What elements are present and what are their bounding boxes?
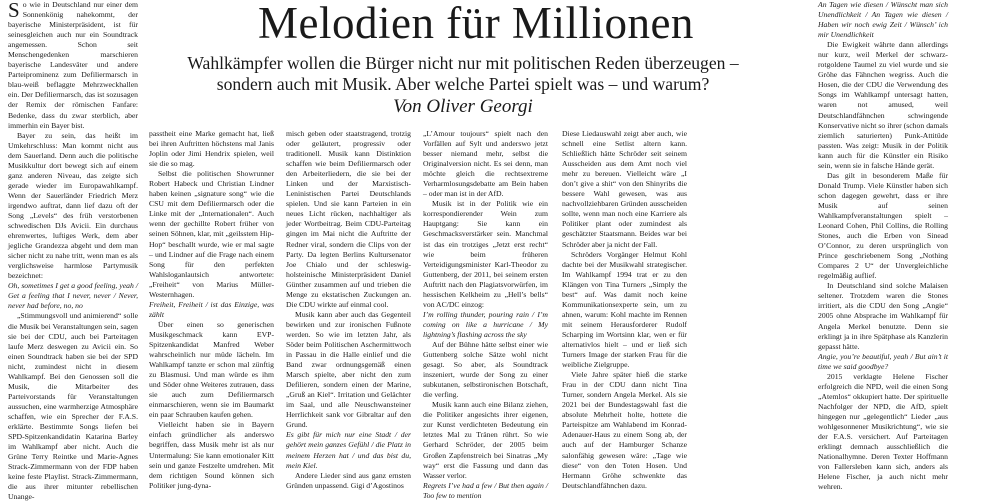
body-paragraph: Selbst die politischen Showrunner Robert Habeck und Christian Lindner haben keinen „signature song“ wie die CSU mit dem Defiliermarsch oder die Linke mit der „Internationalen“. Auch wenn der gechillte Robert früher von seinen Söhnen, klar, mit „geilsstem Hip-Hop“ beschallt wurde, wie er mal sagte – und Lindner auf die Frage nach einem Song für den perfekten Wahlsloganlautsich antwortete: „Freiheit“ von Marius Müller-Westernhagen. [149,169,274,299]
body-paragraph: Musik ist in der Politik wie ein korrespondierender Wein zum Hauptgang: Sie kann ein Geschmacksverstärker sein. Manchmal ist das ein trotziges „Jetzt erst recht“ wie beim früheren Verteidigungsminister Karl-Theodor zu Guttenberg, der 2011, bei seinem ersten Auftritt nach den Plagiatsvorwürfen, im hessischen Kelkheim zu „Hell’s bells“ von AC/DC einzog: [423,199,548,309]
song-lyric-quote: An Tagen wie diesen / Wünscht man sich Unendlichkeit / An Tagen wie diesen / Haben wir noch ewig Zeit / Wünsch’ ich mir Unendlichkeit [818,0,948,40]
body-paragraph: Die Ewigkeit währte dann allerdings nur kurz, weil Merkel der schwarz-rotgoldene Taumel zu viel wurde und sie Gröhe das Fähnchen wegriss. Auch die Hosen, die der CDU die Verwendung des Songs im Wahlkampf untersagt hatten, waren not amused, weil Deutschlandfähnchen schwingende Konservative nicht so ihrer (schon damals ziemlich saturierten) Punk-Attitüde passten. Was zeigt: Musik in der Politik kann auch für die Künstler ein Risiko sein, wenn sie in falsche Hände gerät. [818,40,948,170]
body-paragraph: Über einen so generischen Musikgeschmack kann EVP-Spitzenkandidat Manfred Weber wahrscheinlich nur müde lächeln. Im Wahlkampf tanzte er schon mal zünftig zu Blasmusi. Und man würde es ihm und Söder ohne Weiteres zutrauen, dass sie auch zum Defiliermarsch einmarschieren, wenn sie im Baumarkt ein paar Schrauben kaufen gehen. [149,319,274,420]
body-paragraph: In Deutschland sind solche Malaisen seltener. Trotzdem waren die Stones irritiert, als die CDU den Song „Angie“ 2005 ohne Absprache im Wahlkampf für Angela Merkel benutzte. Denn sie erklingt ja in ihre Spätphase als Kanzlerin gepasst hätte. [818,281,948,351]
body-paragraph: Musik kann auch eine Bilanz ziehen, die Politiker angesichts ihrer eigenen, zur Kunst verdichteten Bedeutung ein letztes Mal zu Tränen rührt. So wie Gerhard Schröder, der 2005 beim Großen Zapfenstreich bei Sinatras „My way“ erst die Fassung und dann das Wasser verlor. [423,400,548,480]
article-column-4 [423,129,548,500]
article-column-3 [286,129,411,490]
body-paragraph: Auf der Bühne hätte selbst einer wie Guttenberg solche Sätze wohl nicht gesagt. So aber, als Soundtrack inszeniert, wurde der Song zu einer subkutanen, selbstironischen Botschaft, die verfing. [423,339,548,400]
article-column-6 [818,0,948,492]
song-lyric-quote: Freiheit, Freiheit / ist das Einzige, was zählt [149,299,274,319]
body-paragraph: Andere Lieder sind aus ganz ernsten Gründen unpassend. Gigi d’Agostinos [286,470,411,490]
body-paragraph: 2015 verklagte Helene Fischer erfolgreich die NPD, weil die einen Song „Atemlos“ okkupiert hatte. Der spirituelle Nachfolger der NPD, die AfD, spielt hingegen nur „gelegentlich“ Lieder „aus wohlgesonnener Musikrichtung“, wie sie der F.A.S. versichert. Auf Parteitagen erklingt demnach ausschließlich die Nationalhymne. Deren Texter Hoffmann von Fallersleben kann sich, anders als Helene Fischer, ja auch nicht mehr wehren. [818,371,948,492]
body-paragraph: Bayer zu sein, das heißt im Umkehrschluss: Man kommt nicht aus dem Sauerland. Denn auch die politische Musikkultur dort bewegt sich auf einem ganz anderen Niveau, das zeigte sich gerade wieder im Europawahlkampf. Wenn der Sauerländer Friedrich Merz irgendwo auftrat, dann lief dazu oft der Song „Levels“ des früh verstorbenen schwedischen DJs Avicii. Ein durchaus ehrenwertes, luftiges Werk, dem aber jegliche Grandezza abgeht und dem man sicher nicht zu nahe tritt, wenn man es als verglichsweise harmlose Partymusik bezeichnet: [8,130,138,281]
body-paragraph: Das gilt in besonderem Maße für Donald Trump. Viele Künstler haben sich schon dagegen gewehrt, dass er ihre Musik auf seinen Wahlkampfveranstaltungen spielt – Leonard Cohen, Phil Collins, die Rolling Stones, auch die Erben von Sinead O’Connor, zu deren ursprünglich von Prince geschriebenem Song „Nothing Compares 2 U“ der Unvergleichliche regelmäßig auflief. [818,170,948,281]
song-lyric-quote: Oh, sometimes I get a good feeling, yeah / Get a feeling that I never, never / Never, never had before, no, no [8,281,138,311]
article-column-2 [149,129,274,490]
headline: Melodien für Millionen [258,0,694,48]
body-paragraph: Musik kann aber auch das Gegenteil bewirken und zur ironischen Fußnote werden. So wie im letzten Jahr, als Söder beim Politischen Aschermittwoch in Passau in die Halle einlief und die Band zwar ordnungsgemäß einen Marsch spielte, aber nicht den zum Defilieren, sondern einen der Marine, „Gruß an Kiel“. Irritation und Gelächter im Saal, und alle Neuschwansteiner Herrlichkeit sank vor Gibraltar auf den Grund. [286,309,411,430]
body-paragraph: passtheit eine Marke gemacht hat, ließ bei ihren Auftritten höchstens mal Janis Joplin oder Jimi Hendrix spielen, weil sie die so mag. [149,129,274,169]
song-lyric-quote: I’m rolling thunder, pouring rain / I’m coming on like a hurricane / My lightning’s flashing across the sky [423,309,548,339]
article-column-5 [562,129,687,490]
body-paragraph: Viele Jahre später hieß die starke Frau in der CDU dann nicht Tina Turner, sondern Angela Merkel. Als sie 2021 bei der Bundestagswahl fast die absolute Mehrheit holte, hottete die Parteispitze am Wahlabend im Konrad-Adenauer-Haus zu einem Song ab, der auch auf der Hamburger Schanze salonfähig gewesen wäre: „Tage wie diese“ von den Toten Hosen. Und Hermann Gröhe schwenkte das Deutschlandfähnchen dazu. [562,370,687,490]
subheadline-deck: Wahlkämpfer wollen die Bürger nicht nur mit politischen Reden überzeugen – sondern auch mit Musik. Aber welche Partei spielt was – und warum? [187,53,739,94]
body-paragraph: Vielleicht haben sie in Bayern einfach gründlicher als anderswo begriffen, dass Musik mehr ist als nur Untermalung: Sie kann emotionaler Kitt sein und ganze Festzelte umdrehen. Mit dem richtigen Sound können sich Politiker jung-dyna- [149,420,274,490]
body-paragraph: „Stimmungsvoll und animierend“ solle die Musik bei Veranstaltungen sein, sagen sie bei der CDU, auch bei Parteitagen laufe Merz deswegen zu Avicii ein. So einen Soundtrack haben sie bei der SPD nicht, zumindest nicht in diesem Wahlkampf. Bei den Genossen soll die Musik, die Mitarbeiter des Parteivorstands für Veranstaltungen aussuchen, eine warmherzige Atmosphäre schaffen, wie ein Sprecher der F.A.S. erklärte. Bestimmte Songs liefen bei SPD-Spitzenkandidatin Katarina Barley im Wahlkampf aber nicht. Auch die Grüne Terry Reintke und Marie-Agnes Strack-Zimmermann von der FDP haben keine feste Playlist. Strack-Zimmermann, die aus ihrer mitunter rebellischen Unange- [8,311,138,502]
song-lyric-quote: Es gibt für mich nur eine Stadt / der gehört mein ganzes Gefühl / die Platz in meinem Herzen hat / und das bist du, mein Kiel. [286,430,411,470]
lead-paragraph: So wie in Deutschland nur einer dem Sonnenkönig nahekommt, der bayerische Ministerpräsident, ist für seinesgleichen auch nur ein Soundtrack angemessen. Schon seit Menschengedenken marschieren bayerische Landesväter und andere Parteiprominenz zum Defiliermarsch in blau-weiß beflaggte Mehrzweckhallen ein. Der Defiliermarsch, das ist sozusagen der Remix der römischen Fanfare: Bedenke, dass du zwar sterblich, aber immerhin ein Bayer bist. [8,0,138,130]
byline: Von Oliver Georgi [393,96,533,117]
song-lyric-quote: Angie, you’re beautiful, yeah / But ain’t it time we said goodbye? [818,351,948,371]
drop-cap: S [8,0,20,22]
body-paragraph: Schröders Vorgänger Helmut Kohl dachte bei der Musikwahl strategischer. Im Wahlkampf 1994 trat er zu den Klängen von Tina Turners „Simply the best“ auf. Was damit noch keine Kommunikationsexperte sein, um zu ahnen, warum: Kohl machte im Rennen mit seinem Herausforderer Rudolf Scharping im Wortsinn klar, wen er für alternativlos hielt – und er ließ sich Turners Image der starken Frau für die weibliche Zielgruppe. [562,249,687,370]
article-column-1 [8,0,138,502]
song-lyric-quote: Regrets I’ve had a few / But then again / Too few to mention [423,480,548,500]
body-paragraph: Diese Liedauswahl zeigt aber auch, wie schnell eine Setlist altern kann. Schließlich hätte Schröder seit seinem Ausscheiden aus dem Amt noch viel mehr zu bereuen. Vielleicht wäre „I don’t give a shit“ von den Shinyribs die bessere Wahl gewesen, was aus nachvollziehbaren Gründen ausscheiden sollte, wenn man noch eine Karriere als Politiker plant oder zumindest als geschätzter Staatsmann. Beides war bei Schröder aber ja nicht der Fall. [562,129,687,249]
body-paragraph: misch geben oder staatstragend, trotzig oder geläutert, progressiv oder traditionell. Musik kann Distinktion schaffen wie beim Defiliermarsch oder den Arbeiterliedern, die sie bei der Linken und der Marxistisch-Leninistischen Partei Deutschlands spielen. Und sie kann Parteien in ein neues Licht rücken, nachhaltiger als jeder Wortbeitrag. Beim CDU-Parteitag gingen im Mai nicht die Auftritte der Redner viral, sondern die Clips von der Party. Da legten Berlins Kultursenator Joe Chialo und der schleswig-holsteinische Ministerpräsident Daniel Günther zusammen auf und trieben die Menge zu ekstatischen Zuckungen an. Die CDU wirkte auf einmal cool. [286,129,411,309]
body-paragraph: „L’Amour toujours“ spielt nach den Vorfällen auf Sylt und anderswo jetzt besser niemand mehr, selbst die Originalversion nicht. Es sei denn, man möchte gleich die rechtsextreme Verharmlosungsdebatte am Bein haben – oder man ist in der AfD. [423,129,548,199]
